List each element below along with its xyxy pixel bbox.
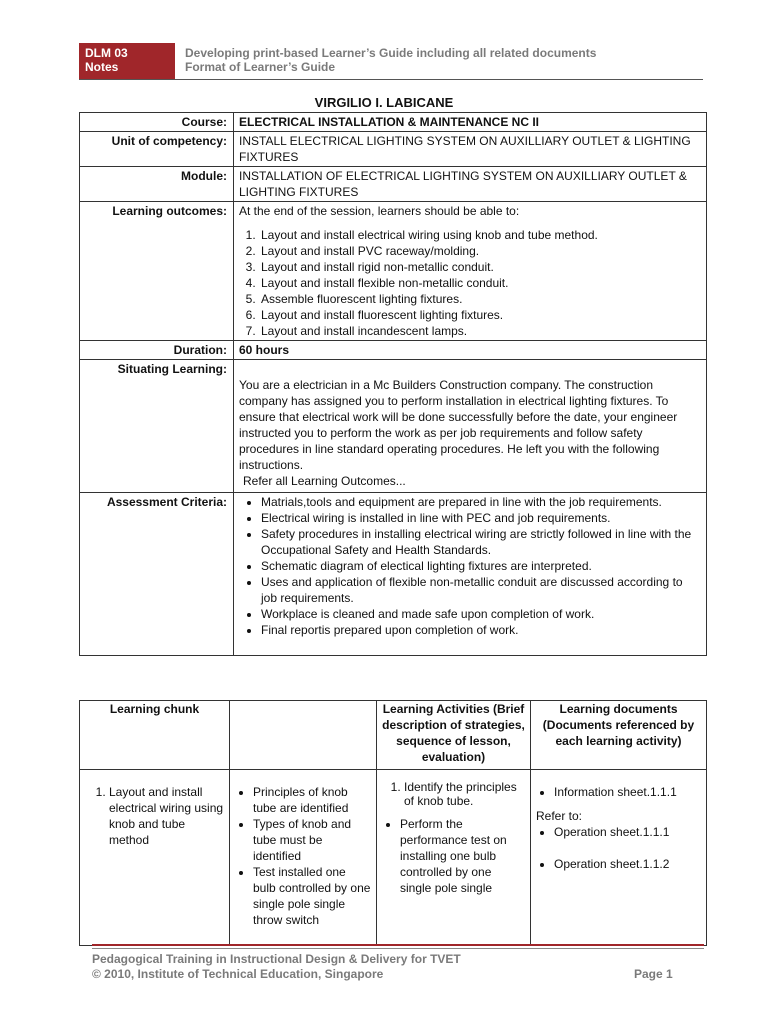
documents-list-1 <box>536 784 701 800</box>
course-info-table <box>79 112 707 656</box>
page-number: Page 1 <box>634 967 673 981</box>
badge-line2: Notes <box>85 60 119 74</box>
outcome-item: 4. Layout and install flexible non-metallic conduit. <box>259 275 701 291</box>
footer-line1: Pedagogical Training in Instructional Design & Delivery for TVET <box>92 952 461 966</box>
outcomes-label: Learning outcomes: <box>80 202 234 341</box>
outcomes-list <box>239 227 701 339</box>
documents-list-2 <box>536 824 701 872</box>
col-learning-activities: Learning Activities (Brief description of strategies, sequence of lesson, evaluation) <box>377 701 531 770</box>
document-item: • Operation sheet.1.1.1 <box>554 824 701 840</box>
footer-line2: © 2010, Institute of Technical Education, Singapore <box>92 967 384 981</box>
author-name: VIRGILIO I. LABICANE <box>314 95 454 110</box>
documents-cell <box>531 770 707 946</box>
criteria-item: • Schematic diagram of electical lighting fixtures are interpreted. <box>261 558 701 574</box>
situating-label: Situating Learning: <box>80 360 234 493</box>
document-item: • Operation sheet.1.1.2 <box>554 856 701 872</box>
course-label: Course: <box>80 113 234 132</box>
header-divider <box>79 79 703 80</box>
chunk-list <box>85 784 224 848</box>
activities-bullets <box>382 816 525 896</box>
criteria-item: • Safety procedures in installing electrical wiring are strictly followed in line with the Occupational Safety and Health Standards. <box>261 526 701 558</box>
criteria-list <box>239 494 701 638</box>
document-item: • Information sheet.1.1.1 <box>554 784 701 800</box>
refer-label: Refer to: <box>536 809 583 823</box>
content-item: • Types of knob and tube must be identified <box>253 816 371 864</box>
activities-cell <box>377 770 531 946</box>
outcome-item: 2. Layout and install PVC raceway/molding. <box>259 243 701 259</box>
chunks-header-row <box>80 701 707 770</box>
situating-cell <box>234 360 707 493</box>
chunk-row <box>80 770 707 946</box>
col-learning-documents: Learning documents (Documents referenced by each learning activity) <box>531 701 707 770</box>
outcomes-row <box>80 202 707 341</box>
duration-label: Duration: <box>80 341 234 360</box>
duration-row <box>80 341 707 360</box>
situating-refer: Refer all Learning Outcomes... <box>243 474 406 488</box>
unit-label: Unit of competency: <box>80 132 234 167</box>
activity-item: 1. Identify the principles of knob tube. <box>404 780 525 808</box>
footer-divider-red <box>92 944 704 946</box>
outcome-item: 3. Layout and install rigid non-metallic conduit. <box>259 259 701 275</box>
criteria-item: • Workplace is cleaned and made safe upon completion of work. <box>261 606 701 622</box>
outcomes-cell <box>234 202 707 341</box>
criteria-cell <box>234 493 707 656</box>
header-title-line2: Format of Learner’s Guide <box>185 60 336 74</box>
outcome-item: 5. Assemble fluorescent lighting fixtures. <box>259 291 701 307</box>
criteria-item: • Uses and application of flexible non-metallic conduit are discussed according to job requirements. <box>261 574 701 606</box>
outcome-item: 6. Layout and install fluorescent lighting fixtures. <box>259 307 701 323</box>
footer-divider-grey <box>92 948 704 949</box>
criteria-item: • Final reportis prepared upon completion of work. <box>261 622 701 638</box>
unit-row <box>80 132 707 167</box>
activity-item: • Perform the performance test on installing one bulb controlled by one single pole single <box>400 816 525 896</box>
course-row <box>80 113 707 132</box>
module-value: INSTALLATION OF ELECTRICAL LIGHTING SYSTEM ON AUXILLIARY OUTLET & LIGHTING FIXTURES <box>234 167 707 202</box>
outcome-item: 7. Layout and install incandescent lamps. <box>259 323 701 339</box>
situating-text: You are a electrician in a Mc Builders Construction company. The construction company has assigned you to perform installation in electrical lighting fixtures. To ensure that electrical work will be done successfully before the date, your engineer instructed you to perform the work as per job requirements and follow safety procedures in line standard operating procedures. He left you with the following instructions. <box>239 378 678 472</box>
learning-chunks-table <box>79 700 707 946</box>
duration-value: 60 hours <box>234 341 707 360</box>
activities-list <box>382 780 525 808</box>
criteria-row <box>80 493 707 656</box>
content-item: • Test installed one bulb controlled by one single pole single throw switch <box>253 864 371 928</box>
course-value: ELECTRICAL INSTALLATION & MAINTENANCE NC II <box>234 113 707 132</box>
dlm-badge <box>79 43 175 79</box>
col-content <box>230 701 377 770</box>
criteria-item: • Electrical wiring is installed in line with PEC and job requirements. <box>261 510 701 526</box>
criteria-item: • Matrials,tools and equipment are prepared in line with the job requirements. <box>261 494 701 510</box>
content-list <box>235 784 371 928</box>
situating-row <box>80 360 707 493</box>
module-row <box>80 167 707 202</box>
col-learning-chunk: Learning chunk <box>80 701 230 770</box>
chunk-cell <box>80 770 230 946</box>
outcomes-intro: At the end of the session, learners should be able to: <box>239 204 520 218</box>
module-label: Module: <box>80 167 234 202</box>
badge-line1: DLM 03 <box>85 46 128 60</box>
unit-value: INSTALL ELECTRICAL LIGHTING SYSTEM ON AUXILLIARY OUTLET & LIGHTING FIXTURES <box>234 132 707 167</box>
content-cell <box>230 770 377 946</box>
criteria-label: Assessment Criteria: <box>80 493 234 656</box>
chunk-item: 1. Layout and install electrical wiring using knob and tube method <box>109 784 224 848</box>
content-item: • Principles of knob tube are identified <box>253 784 371 816</box>
header-title <box>185 46 596 74</box>
outcome-item: 1. Layout and install electrical wiring using knob and tube method. <box>259 227 701 243</box>
header-title-line1: Developing print-based Learner’s Guide including all related documents <box>185 46 597 60</box>
